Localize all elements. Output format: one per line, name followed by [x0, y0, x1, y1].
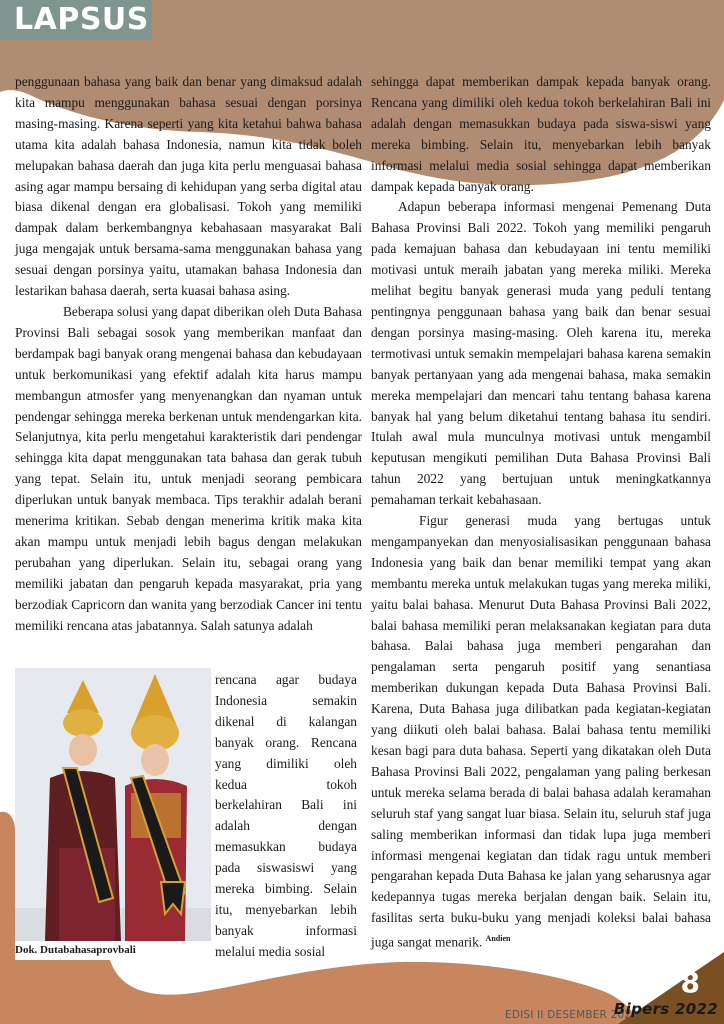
paragraph: Figur generasi muda yang bertugas untuk mengampanyekan dan menyosialisasikan penggunaan bahasa Indonesia yang baik dan benar memiliki tempat yang akan membantu mereka untuk melakukan tugas yang mereka miliki, yaitu balai bahasa. Menurut Duta Bahasa Provinsi Bali 2022, balai bahasa memiliki peran melaksanakan kegiatan para duta bahasa. Balai bahasa juga memberi pengarahan dan pengalaman serta pengaruh positif yang senantiasa memberikan dukungan kepada Duta Bahasa Provinsi Bali. Karena, Duta Bahasa juga dilibatkan pada kegiatan-kegiatan yang diikuti oleh balai bahasa. Balai bahasa tentu memiliki kesan bagi para duta bahasa. Seperti yang dikatakan oleh Duta Bahasa Provinsi Bali 2022, pengalaman yang paling berkesan untuk mereka selama berada di balai bahasa adalah keramahan seluruh staf yang sangat luar biasa. Selain itu, seluruh staf juga saling memberikan informasi dan tidak lupa juga memberi informasi mengenai kegiatan dan tidak ragu untuk memberi pengarahan kepada Duta Bahasa ke jalan yang seharusnya agar kedepannya tugas mereka berjalan dengan baik. Selain itu, fasilitas serta buku-buku yang menjadi koleksi balai bahasa juga sangat menarik.	[371, 513, 711, 950]
paragraph-with-author	[371, 511, 711, 954]
wrap-line: rencana agar budaya	[215, 672, 357, 687]
wrap-line: yang dimiliki oleh	[215, 755, 357, 771]
left-column	[15, 72, 362, 636]
wrap-line: berkelahiran Bali ini	[215, 797, 357, 813]
wrap-line: itu, menyebarkan lebih	[215, 901, 357, 917]
page-number: 8	[680, 966, 700, 999]
photo-illustration	[15, 668, 211, 941]
paragraph: sehingga dapat memberikan dampak kepada banyak orang. Rencana yang dimiliki oleh kedua tokoh berkelahiran Bali ini adalah dengan memasukkan budaya pada siswa-siswi yang mereka bimbing. Selain itu, menyebarkan lebih banyak informasi melalui media sosial sehingga dapat memberikan dampak kepada banyak orang.	[371, 74, 711, 194]
author-signature: Andien	[485, 934, 511, 944]
wrap-line: memasukkan budaya	[215, 839, 357, 855]
paragraph: penggunaan bahasa yang baik dan benar yang dimaksud adalah kita mampu menggunakan bahasa sesuai dengan porsinya masing-masing. Karena seperti yang kita ketahui bahwa bahasa utama kita adalah bahasa Indonesia, namun kita tidak boleh melupakan bahasa daerah dan juga kita perlu menguasai bahasa asing agar mampu bersaing di kehidupan yang serba digital atau biasa dikenal dengan era globalisasi. Tokoh yang memiliki dampak dalam berkembangnya kebahasaan masyarakat Bali juga mengajak untuk bersama-sama menggunakan bahasa yang sesuai dengan porsinya yaitu, utamakan bahasa Indonesia dan lestarikan bahasa daerah, serta kuasai bahasa asing.	[15, 74, 362, 299]
wrap-line: pada siswasiswi yang	[215, 860, 357, 876]
wrap-line: Indonesia semakin	[215, 692, 357, 708]
section-tag	[0, 0, 152, 40]
wrap-line: banyak informasi	[215, 922, 357, 938]
wrap-line: adalah dengan	[215, 818, 357, 834]
wrap-line: melalui media sosial	[215, 943, 326, 959]
wrap-line: banyak orang. Rencana	[215, 734, 357, 750]
brand-label: Bipers 2022	[613, 1000, 718, 1018]
section-label: LAPSUS	[14, 2, 149, 37]
wrap-line: dikenal di kalangan	[215, 713, 357, 729]
edition-label: EDISI II DESEMBER 2022	[505, 1009, 639, 1021]
photo-duta-bahasa	[15, 668, 211, 941]
wrap-line: mereka bimbing. Selain	[215, 881, 357, 897]
wrap-line: kedua tokoh	[215, 776, 357, 792]
paragraph: Adapun beberapa informasi mengenai Pemenang Duta Bahasa Provinsi Bali 2022. Tokoh yang memiliki pengaruh pada kemajuan bahasa dan kebudayaan ini tentu memiliki motivasi untuk meraih jabatan yang mereka miliki. Mereka melihat begitu banyak generasi muda yang peduli tentang pentingnya penggunaan bahasa yang baik dan benar sesuai dengan porsinya masing-masing. Oleh karena itu, mereka termotivasi untuk semakin mempelajari bahasa karena semakin banyak pertanyaan yang ada mengenai bahasa, maka semakin mereka mempelajari dan mencari tahu tentang bahasa karena banyak hal yang belum diketahui tentang bahasa itu sendiri. Itulah awal mula munculnya motivasi untuk mengambil keputusan mengikuti pemilihan Duta Bahasa Provinsi Bali tahun 2022 yang bertujuan untuk meningkatkannya pemahaman terkait kebahasaan.	[371, 199, 711, 508]
photo-wrap-text	[215, 670, 357, 963]
paragraph: Beberapa solusi yang dapat diberikan oleh Duta Bahasa Provinsi Bali sebagai sosok yang memberikan manfaat dan berdampak bagi banyak orang mengenai bahasa dan kebudayaan untuk berkomunikasi yang efektif adalah kita harus mampu membangun atmosfer yang menyenangkan dan nyaman untuk pendengar sehingga mereka berkenan untuk mendengarkan kita. Selanjutnya, kita perlu mengetahui karakteristik dari pendengar sehingga kita dapat menggunakan tata bahasa dan gerak tubuh yang tepat. Selain itu, untuk menjadi seorang pembicara diperlukan untuk banyak membaca. Tips terakhir adalah berani menerima kritikan. Sebab dengan menerima kritik maka kita akan mampu untuk menjadi lebih bagus dengan melakukan perubahan yang diperlukan. Selain itu, sebagai orang yang memiliki jabatan dan pengaruh kepada masyarakat, pria yang berzodiak Capricorn dan wanita yang berzodiak Cancer ini tentu memiliki rencana atas jabatannya. Salah satunya adalah	[15, 303, 362, 633]
photo-caption: Dok. Dutabahasaprovbali	[15, 944, 136, 956]
right-column	[371, 72, 711, 954]
